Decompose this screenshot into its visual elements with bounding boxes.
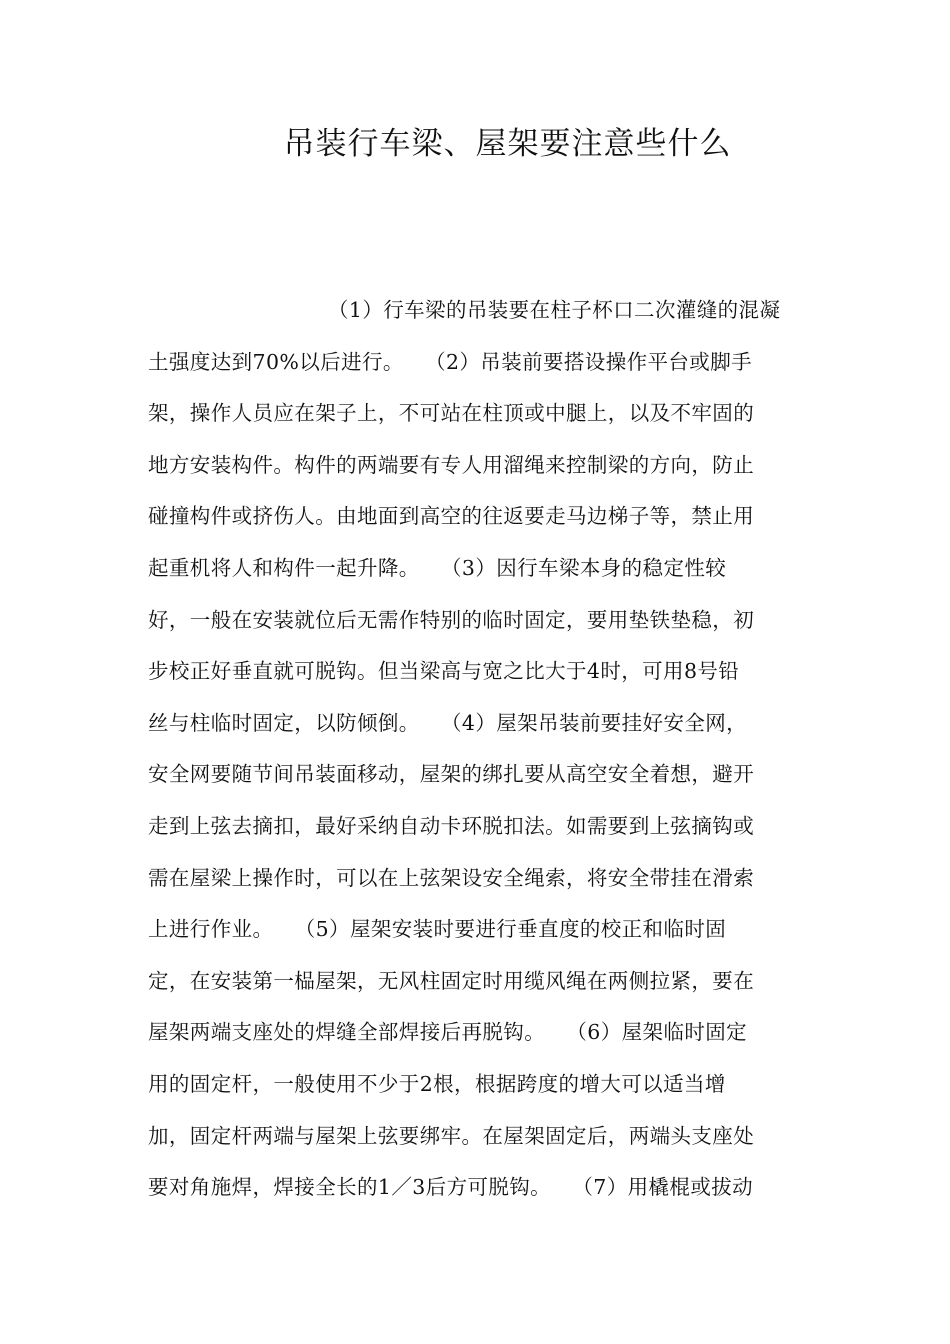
body-line: 碰撞构件或挤伤人。由地面到高空的往返要走马边梯子等，禁止用 — [148, 504, 755, 529]
document-title: 吊装行车梁、屋架要注意些什么 — [283, 126, 732, 162]
body-line: 要对角施焊，焊接全长的1／3后方可脱钩。 （7）用橇棍或拔动 — [148, 1175, 754, 1200]
body-line: 走到上弦去摘扣，最好采纳自动卡环脱扣法。如需要到上弦摘钩或 — [148, 813, 755, 838]
body-line: 土强度达到70%以后进行。 （2）吊装前要搭设操作平台或脚手 — [148, 349, 753, 374]
document-body — [148, 290, 808, 1219]
body-line: （1）行车梁的吊装要在柱子杯口二次灌缝的混凝 — [328, 298, 781, 322]
body-line: 好，一般在安装就位后无需作特别的临时固定，要用垫铁垫稳，初 — [148, 607, 755, 632]
body-line: 步校正好垂直就可脱钩。但当梁高与宽之比大于4时，可用8号铅 — [148, 659, 740, 684]
body-line: 起重机将人和构件一起升降。 （3）因行车梁本身的稳定性较 — [148, 555, 727, 580]
body-line: 加，固定杆两端与屋架上弦要绑牢。在屋架固定后，两端头支座处 — [148, 1123, 755, 1148]
body-line: 架，操作人员应在架子上，不可站在柱顶或中腿上，以及不牢固的 — [148, 401, 755, 426]
body-line: 地方安装构件。构件的两端要有专人用溜绳来控制梁的方向，防止 — [148, 452, 755, 477]
body-line: 屋架两端支座处的焊缝全部焊接后再脱钩。 （6）屋架临时固定 — [148, 1020, 748, 1045]
body-line: 用的固定杆，一般使用不少于2根，根据跨度的增大可以适当增 — [148, 1071, 726, 1096]
body-line: 需在屋梁上操作时，可以在上弦架设安全绳索，将安全带挂在滑索 — [148, 865, 755, 890]
body-line: 安全网要随节间吊装面移动，屋架的绑扎要从高空安全着想，避开 — [148, 762, 755, 787]
body-line: 上进行作业。 （5）屋架安装时要进行垂直度的校正和临时固 — [148, 917, 727, 942]
body-line: 定，在安装第一榀屋架，无风柱固定时用缆风绳在两侧拉紧，要在 — [148, 968, 755, 993]
body-line: 丝与柱临时固定，以防倾倒。 （4）屋架吊装前要挂好安全网， — [148, 710, 748, 735]
